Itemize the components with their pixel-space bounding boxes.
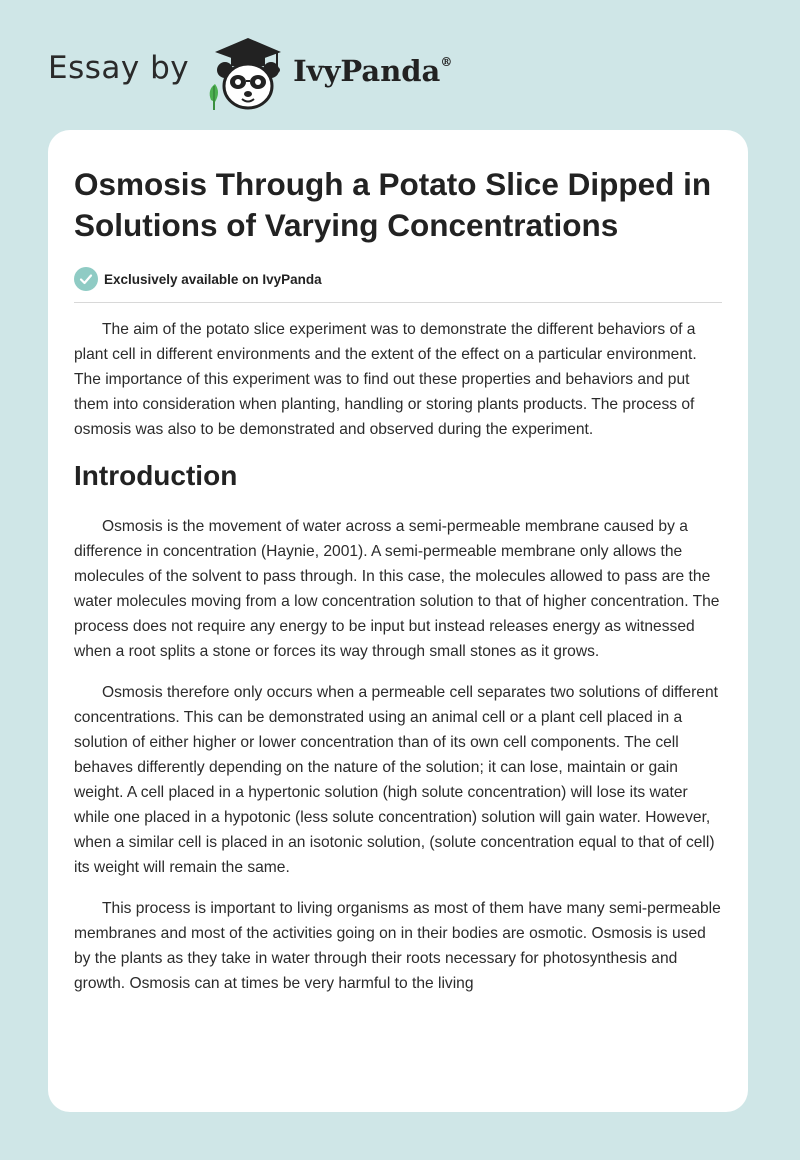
essay-body <box>74 317 722 996</box>
brand-header <box>48 34 452 114</box>
essay-title: Osmosis Through a Potato Slice Dipped in Solutions of Varying Concentrations <box>74 166 712 243</box>
check-icon <box>74 267 98 291</box>
body-paragraph: This process is important to living organisms as most of them have many semi-permeable membranes and most of the activities going on in their bodies are osmotic. Osmosis is used by the plants as they take in water through their roots necessary for photosynthesis and growth. Osmosis can at times be very harmful to the living <box>74 900 721 992</box>
brand-name[interactable]: IvyPanda® <box>293 54 453 88</box>
exclusive-badge-label: Exclusively available on IvyPanda <box>104 271 322 287</box>
essay-card <box>48 130 748 1112</box>
divider <box>74 302 722 303</box>
brand-prefix: Essay by <box>48 50 190 86</box>
panda-logo-icon[interactable] <box>205 34 291 114</box>
body-paragraph: Osmosis is the movement of water across a semi-permeable membrane caused by a difference in concentration (Haynie, 2001). A semi-permeable membrane only allows the molecules of the solvent to pass through. In this case, the molecules allowed to pass are the water molecules moving from a low concentration solution to that of higher concentration. The process does not require any energy to be input but instead releases energy as witnessed when a root splits a stone or forces its way through small stones as it grows. <box>74 518 720 660</box>
section-heading: Introduction <box>74 460 238 491</box>
body-paragraph: Osmosis therefore only occurs when a permeable cell separates two solutions of different concentrations. This can be demonstrated using an animal cell or a plant cell placed in a solution of either higher or lower concentration than of its own cell components. The cell behaves differently depending on the nature of the solution; it can lose, maintain or gain weight. A cell placed in a hypertonic solution (high solute concentration) will lose its water while one placed in a hypotonic (less solute concentration) solution will gain water. However, when a similar cell is placed in an isotonic solution, (solute concentration equal to that of cell) its weight will remain the same. <box>74 684 718 876</box>
intro-paragraph: The aim of the potato slice experiment was to demonstrate the different behaviors of a plant cell in different environments and the extent of the effect on a particular environment. The importance of this experiment was to find out these properties and behaviors and put them into consideration when planting, handling or storing plants products. The process of osmosis was also to be demonstrated and observed during the experiment. <box>74 321 697 438</box>
exclusive-badge <box>74 266 722 292</box>
